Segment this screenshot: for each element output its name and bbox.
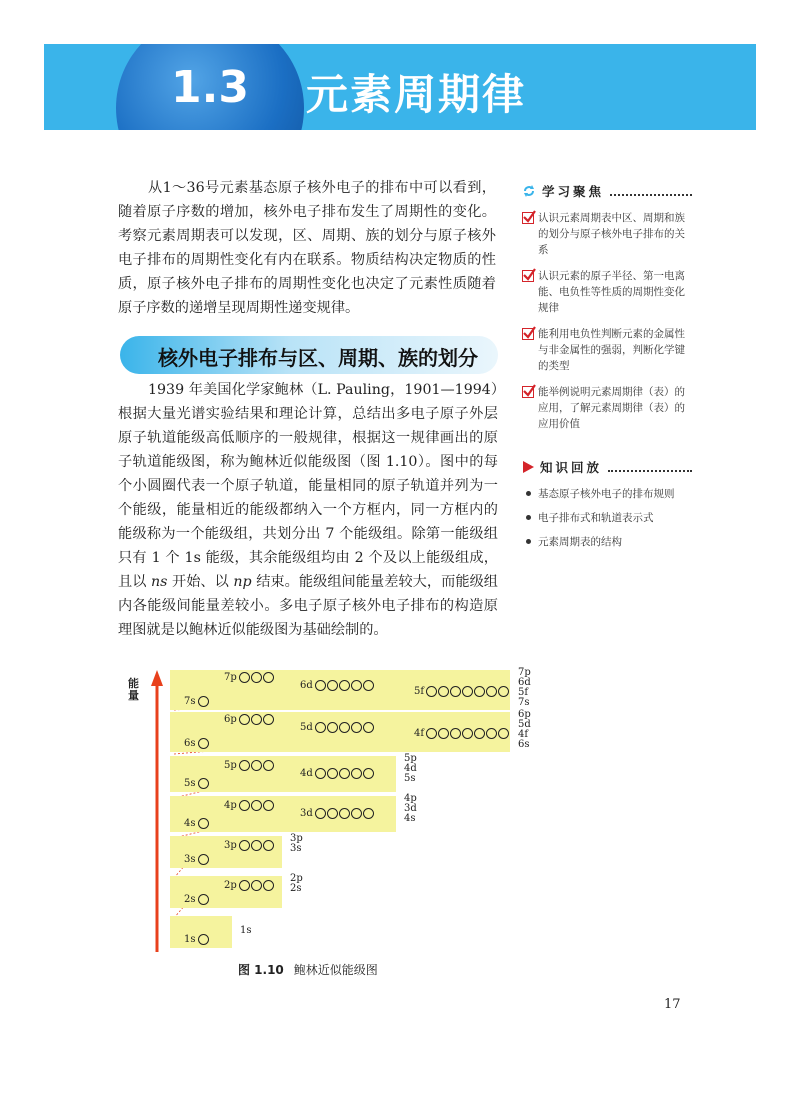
orbital-circle	[450, 686, 461, 697]
study-focus-header	[522, 182, 692, 200]
orbital-circle	[351, 680, 362, 691]
legend-entry: 2p	[290, 873, 303, 884]
orbital-circle	[251, 840, 262, 851]
header-dots	[608, 462, 692, 472]
orbital-level	[414, 686, 510, 697]
orbital-circle	[351, 722, 362, 733]
checkbox-icon	[522, 328, 534, 340]
orbital-label: 3p	[224, 840, 237, 851]
legend-entry: 4d	[404, 763, 417, 774]
study-focus-item-text: 能举例说明元素周期律（表）的应用，了解元素周期律（表）的应用价值	[538, 386, 685, 430]
orbital-circle	[315, 808, 326, 819]
review-item-text: 电子排布式和轨道表示式	[538, 512, 654, 524]
orbital-circle	[263, 714, 274, 725]
orbital-label: 2p	[224, 880, 237, 891]
orbital-level	[184, 818, 210, 829]
orbital-level	[224, 840, 275, 851]
energy-axis-label: 能量	[128, 677, 139, 702]
orbital-level	[414, 728, 510, 739]
legend-entry: 3s	[290, 843, 302, 854]
orbital-label: 5s	[184, 778, 196, 789]
orbital-circle	[351, 768, 362, 779]
group-legend	[518, 668, 531, 708]
review-item-text: 元素周期表的结构	[538, 536, 622, 548]
study-focus-panel	[522, 182, 692, 442]
bullet-icon	[526, 539, 531, 544]
orbital-circle	[438, 686, 449, 697]
paragraph-part1: 1939 年美国化学家鲍林（L. Pauling，1901—1994）根据大量光谱实验结果和理论计算，总结出多电子原子外层原子轨道能级高低顺序的一般规律，根据这一规律画出的原子轨道能级图，称为鲍林近似能级图（图 1.10）。图中的每个小圆圈代表一个原子轨道，能量相同的原子轨道并列为一个能级，能量相近的能级都纳入一个方框内，同一方框内的能级称为一个能级组，共划分出 7 个能级组。除第一能级组只有 1 个 1s 能级，其余能级组均由 2 个及以上能级组成，且以	[118, 382, 498, 590]
review-item	[522, 534, 692, 550]
orbital-label: 4f	[414, 728, 425, 739]
orbital-circle	[251, 880, 262, 891]
legend-entry: 5d	[518, 719, 531, 730]
orbital-level	[224, 760, 275, 771]
orbital-circle	[438, 728, 449, 739]
orbital-circle	[351, 808, 362, 819]
orbital-circle	[251, 800, 262, 811]
orbital-circle	[263, 760, 274, 771]
orbital-circle	[263, 880, 274, 891]
checkbox-icon	[522, 270, 534, 282]
orbital-circle	[498, 728, 509, 739]
orbital-label: 4p	[224, 800, 237, 811]
orbital-circle	[263, 672, 274, 683]
orbital-level	[184, 738, 210, 749]
legend-entry: 4f	[518, 729, 529, 740]
orbital-circle	[486, 728, 497, 739]
group-legend	[290, 834, 303, 854]
legend-entry: 3p	[290, 833, 303, 844]
section-paragraph	[118, 378, 498, 642]
section-number: 1.3	[171, 62, 249, 113]
orbital-circle	[462, 728, 473, 739]
legend-entry: 5s	[404, 773, 416, 784]
legend-entry: 6s	[518, 739, 530, 750]
orbital-level	[184, 894, 210, 905]
orbital-level	[300, 768, 375, 779]
figure-caption	[238, 961, 378, 978]
review-title: 知识回放	[540, 460, 603, 475]
checkbox-icon	[522, 386, 534, 398]
review-item	[522, 486, 692, 502]
checkbox-icon	[522, 212, 534, 224]
refresh-icon	[522, 184, 536, 198]
orbital-circle	[198, 934, 209, 945]
group-legend	[404, 754, 417, 784]
orbital-label: 6p	[224, 714, 237, 725]
orbital-circle	[239, 760, 250, 771]
orbital-circle	[251, 672, 262, 683]
orbital-label: 5d	[300, 722, 313, 733]
orbital-circle	[462, 686, 473, 697]
orbital-circle	[198, 894, 209, 905]
orbital-circle	[327, 680, 338, 691]
checkmark-icon	[522, 209, 536, 223]
study-focus-title: 学习聚焦	[542, 184, 605, 199]
orbital-circle	[263, 800, 274, 811]
ns-term: ns	[151, 574, 168, 590]
pauling-energy-level-diagram	[128, 666, 531, 956]
np-term: np	[233, 574, 252, 590]
orbital-label: 7p	[224, 672, 237, 683]
orbital-circle	[239, 672, 250, 683]
orbital-level	[224, 880, 275, 891]
section-title: 元素周期律	[306, 70, 527, 119]
orbital-circle	[450, 728, 461, 739]
orbital-label: 5p	[224, 760, 237, 771]
legend-entry: 5f	[518, 687, 529, 698]
orbital-circle	[198, 818, 209, 829]
group-legend	[404, 794, 417, 824]
group-legend	[518, 710, 531, 750]
orbital-level	[184, 934, 210, 945]
study-focus-item	[522, 210, 692, 258]
paragraph-part3: 结束。能级组间能量差较大，而能级组内各能级间能量差较小。多电子原子核外电子排布的构造原理图就是以鲍林近似能级图为基础绘制的。	[118, 574, 498, 638]
legend-entry: 7s	[518, 697, 530, 708]
orbital-circle	[198, 696, 209, 707]
group-legend	[290, 874, 303, 894]
orbital-circle	[315, 768, 326, 779]
review-item	[522, 510, 692, 526]
checkmark-icon	[522, 383, 536, 397]
study-focus-item	[522, 326, 692, 374]
orbital-circle	[498, 686, 509, 697]
orbital-label: 2s	[184, 894, 196, 905]
orbital-circle	[363, 722, 374, 733]
orbital-circle	[339, 722, 350, 733]
bullet-icon	[526, 491, 531, 496]
orbital-circle	[474, 728, 485, 739]
figure-number: 图 1.10	[238, 963, 284, 977]
intro-paragraph: 从1～36号元素基态原子核外电子的排布中可以看到，随着原子序数的增加，核外电子排布发生了周期性的变化。考察元素周期表可以发现，区、周期、族的划分与原子核外电子排布的周期性变化有内在联系。物质结构决定物质的性质，原子核外电子排布的周期性变化也决定了元素性质随着原子序数的递增呈现周期性递变规律。	[118, 180, 496, 316]
chapter-banner	[44, 44, 756, 130]
checkmark-icon	[522, 267, 536, 281]
orbital-label: 4d	[300, 768, 313, 779]
orbital-circle	[363, 808, 374, 819]
study-focus-item	[522, 384, 692, 432]
checkmark-icon	[522, 325, 536, 339]
review-panel	[522, 458, 692, 558]
orbital-level	[224, 714, 275, 725]
legend-entry: 1s	[240, 925, 252, 936]
page-number: 17	[664, 997, 681, 1012]
orbital-level	[224, 800, 275, 811]
orbital-circle	[239, 714, 250, 725]
orbital-label: 5f	[414, 686, 425, 697]
legend-entry: 6d	[518, 677, 531, 688]
study-focus-item-text: 能利用电负性判断元素的金属性与非金属性的强弱，判断化学键的类型	[538, 328, 685, 372]
section-heading	[120, 336, 498, 374]
orbital-circle	[263, 840, 274, 851]
orbital-label: 6d	[300, 680, 313, 691]
legend-entry: 2s	[290, 883, 302, 894]
orbital-circle	[339, 808, 350, 819]
review-header	[522, 458, 692, 476]
legend-entry: 7p	[518, 667, 531, 678]
orbital-circle	[198, 854, 209, 865]
orbital-level	[300, 722, 375, 733]
orbital-circle	[327, 722, 338, 733]
orbital-circle	[363, 768, 374, 779]
orbital-circle	[315, 680, 326, 691]
legend-entry: 4s	[404, 813, 416, 824]
orbital-label: 7s	[184, 696, 196, 707]
orbital-circle	[198, 778, 209, 789]
orbital-level	[184, 854, 210, 865]
study-focus-item-text: 认识元素的原子半径、第一电离能、电负性等性质的周期性变化规律	[538, 270, 685, 314]
orbital-circle	[251, 760, 262, 771]
orbital-circle	[339, 680, 350, 691]
paragraph-part2: 开始、以	[167, 574, 234, 590]
orbital-level	[300, 808, 375, 819]
play-triangle-icon	[522, 461, 534, 473]
study-focus-item	[522, 268, 692, 316]
orbital-circle	[239, 800, 250, 811]
orbital-level	[184, 778, 210, 789]
legend-entry: 6p	[518, 709, 531, 720]
review-item-text: 基态原子核外电子的排布规则	[538, 488, 675, 500]
orbital-circle	[426, 728, 437, 739]
orbital-circle	[327, 768, 338, 779]
orbital-level	[184, 696, 210, 707]
orbital-circle	[239, 880, 250, 891]
group-legend	[240, 926, 252, 936]
orbital-label: 3d	[300, 808, 313, 819]
orbital-level	[300, 680, 375, 691]
legend-entry: 3d	[404, 803, 417, 814]
study-focus-item-text: 认识元素周期表中区、周期和族的划分与原子核外电子排布的关系	[538, 212, 685, 256]
figure-caption-text: 鲍林近似能级图	[293, 963, 378, 977]
orbital-circle	[315, 722, 326, 733]
orbital-circle	[363, 680, 374, 691]
orbital-circle	[327, 808, 338, 819]
orbital-label: 3s	[184, 854, 196, 865]
orbital-circle	[474, 686, 485, 697]
orbital-label: 1s	[184, 934, 196, 945]
bullet-icon	[526, 515, 531, 520]
legend-entry: 5p	[404, 753, 417, 764]
orbital-circle	[239, 840, 250, 851]
orbital-circle	[198, 738, 209, 749]
energy-axis-arrowhead	[151, 670, 163, 686]
orbital-circle	[251, 714, 262, 725]
header-dots	[610, 186, 692, 196]
orbital-circle	[486, 686, 497, 697]
orbital-label: 4s	[184, 818, 196, 829]
legend-entry: 4p	[404, 793, 417, 804]
orbital-level	[224, 672, 275, 683]
section-heading-text: 核外电子排布与区、周期、族的划分	[158, 346, 478, 370]
orbital-label: 6s	[184, 738, 196, 749]
orbital-circle	[426, 686, 437, 697]
orbital-circle	[339, 768, 350, 779]
